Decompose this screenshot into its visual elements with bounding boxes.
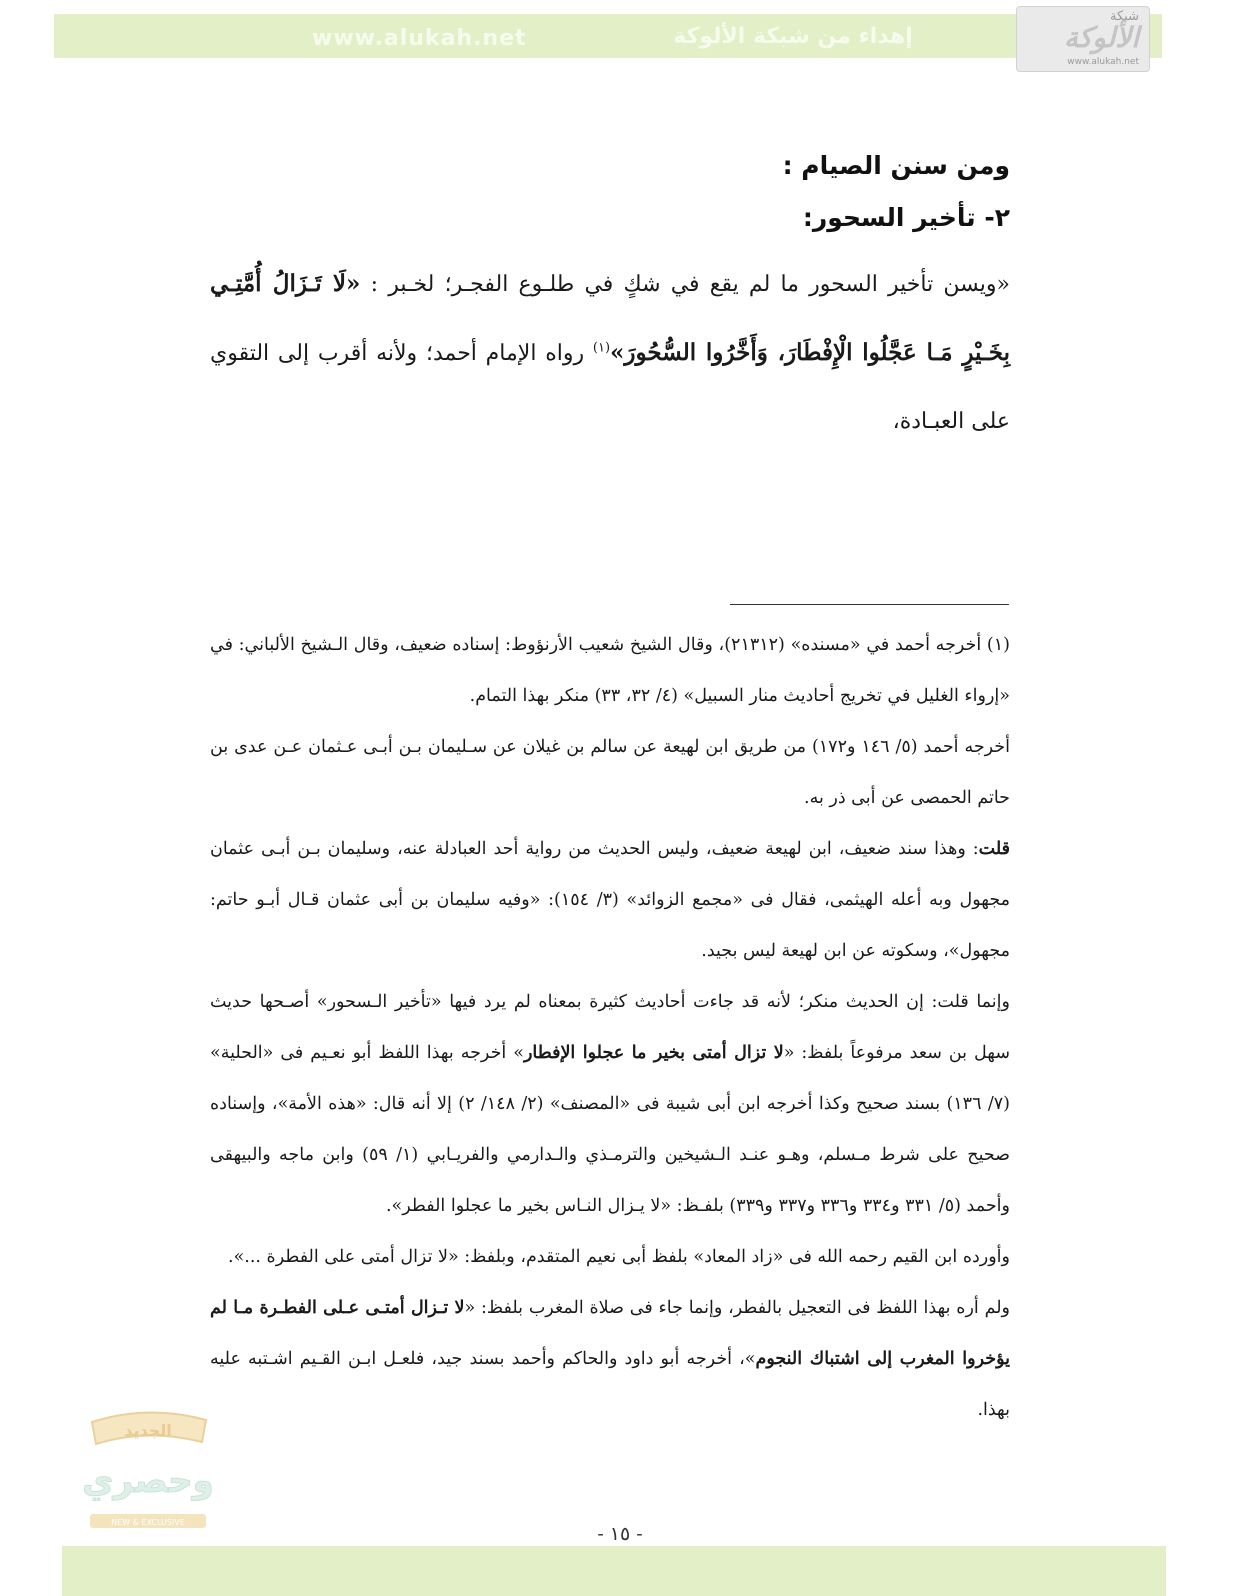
footnote-6-text-b: »، أخرجه أبو داود والحاكم وأحمد بسند جيد، فلعـل ابـن القـيم اشـتبه عليه بهذا. [210, 1349, 1010, 1420]
footnote-4 [210, 977, 1010, 1232]
paragraph-continuation: رواه الإمام أحمد؛ ولأنه أقرب إلى التقوي على العبـادة، [210, 341, 1010, 434]
paragraph-intro: «ويسن تأخير السحور ما لم يقع في شكٍ في طلـوع الفجـر؛ لخـبر : [360, 272, 1011, 297]
subsection-heading: ٢- تأخير السحور: [802, 203, 1010, 232]
banner-gift-text: إهداء من شبكة الألوكة [673, 24, 913, 49]
footnotes [210, 620, 1010, 1436]
footnote-marker[interactable]: (١) [592, 340, 611, 356]
main-paragraph [210, 250, 1010, 456]
footnote-6 [210, 1283, 1010, 1436]
logo-url-text: www.alukah.net [1067, 57, 1139, 67]
footnote-5: وأورده ابن القيم رحمه الله فى «زاد المعاد» بلفظ أبى نعيم المتقدم، وبلفظ: «لا تزال أمتى على الفطرة ...». [228, 1247, 1010, 1267]
footnote-separator [730, 604, 1009, 605]
footnote-2: أخرجه أحمد (٥/ ١٤٦ و١٧٢) من طريق ابن لهيعة عن سالم بن غيلان عن سـليمان بـن أبـى عـثمان عـن عدى بن حاتم الحمصى عن أبى ذر به. [210, 737, 1010, 808]
badge-main-text: وحصري [82, 1461, 214, 1501]
page-number: - ١٥ - [597, 1523, 643, 1545]
badge-sub-text: NEW & EXCLUSIVE [111, 1518, 185, 1527]
hadith-quote: «لَا تَـزَالُ أُمَّتِـي بِخَـيْرٍ مَـا عَجَّلُوا الْإِفْطَارَ، وَأَخَّرُوا السُّحُورَ» [210, 270, 1010, 366]
footnote-3 [210, 824, 1010, 977]
footnote-4-text-b: » أخرجه بهذا اللفظ أبو نعـيم فى «الحلية» (٧/ ١٣٦) بسند صحيح وكذا أخرجه ابن أبى شيبة فى «المصنف» (٢/ ١٤٨/ ٢) إلا أنه قال: «هذه الأمة»، وإسناده صحيح على شرط مـسلم، وهـو عنـد الـشيخين والترمـذي والـدارمي والفريـابي (١/ ٥٩) وابن ماجه والبيهقى وأحمد (٥/ ٣٣١ و٣٣٤ و٣٣٦ و٣٣٧ و٣٣٩) بلفـظ: «لا يـزال النـاس بخير ما عجلوا الفطر». [210, 1043, 1010, 1216]
footnote-3-lead: قلت [978, 839, 1010, 859]
logo-top-text: شبكة [1110, 9, 1139, 24]
footnote-4-hadith: لا تزال أمتى بخير ما عجلوا الإفطار [523, 1043, 784, 1063]
footnote-4-text-a: وإنما قلت: إن الحديث منكر؛ لأنه قد جاءت أحاديث كثيرة بمعناه لم يرد فيها «تأخير الـسحور» أصـحها حديث سهل بن سعد مرفوعاً بلفظ: « [210, 992, 1010, 1063]
bottom-banner [62, 1546, 1166, 1596]
footnote-1: (١) أخرجه أحمد في «مسنده» (٢١٣١٢)، وقال الشيخ شعيب الأرنؤوط: إسناده ضعيف، وقال الـشيخ الألباني: في «إرواء الغليل في تخريج أحاديث منار السبيل» (٤/ ٣٢، ٣٣) منكر بهذا التمام. [210, 635, 1010, 706]
top-banner [54, 14, 1162, 58]
logo-main-text: الألوكة [1063, 21, 1139, 54]
section-heading: ومن سنن الصيام : [782, 151, 1010, 180]
footnote-6-hadith: لا تـزال أمتـى عـلى الفطـرة مـا لم يؤخروا المغرب إلى اشتباك النجوم [210, 1298, 1010, 1369]
alukah-logo[interactable] [1016, 6, 1150, 72]
footnote-3-text: : وهذا سند ضعيف، ابن لهيعة ضعيف، وليس الحديث من رواية أحد العبادلة عنه، وسليمان بـن أبـى عثمان مجهول وبه أعله الهيثمى، فقال فى «مجمع الزوائد» (٣/ ١٥٤): «وفيه سليمان بن أبى عثمان قـال أبـو حاتم: مجهول»، وسكوته عن ابن لهيعة ليس بجيد. [210, 839, 1010, 961]
footnote-6-text-a: ولم أره بهذا اللفظ فى التعجيل بالفطر، وإنما جاء فى صلاة المغرب بلفظ: « [464, 1298, 1010, 1318]
banner-site-url[interactable]: www.alukah.net [312, 26, 527, 51]
badge-top-text: الجديد [124, 1421, 172, 1440]
new-exclusive-badge [82, 1400, 214, 1530]
